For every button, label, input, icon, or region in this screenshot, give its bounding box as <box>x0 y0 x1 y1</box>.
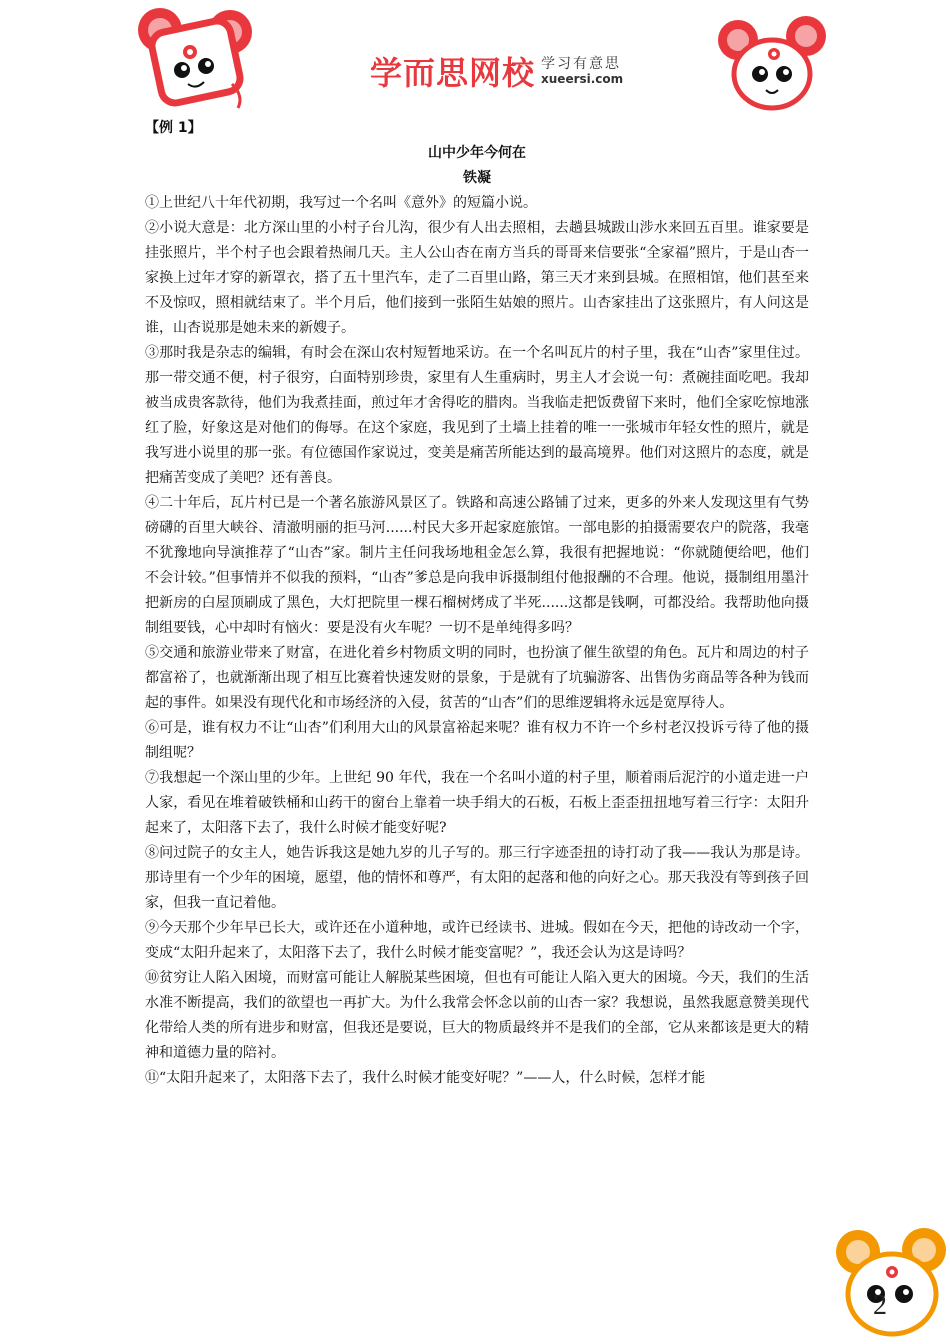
brand-logo <box>370 46 623 96</box>
mascot-mouse-icon <box>832 1224 950 1344</box>
mascot-mouse-icon <box>132 4 260 114</box>
paragraph: ②小说大意是：北方深山里的小村子台儿沟，很少有人出去照相，去趟县城跋山涉水来回五百里。谁家要是挂张照片，半个村子也会跟着热闹几天。主人公山杏在南方当兵的哥哥来信要张“全家福”照片，于是山杏一家换上过年才穿的新罩衣，搭了五十里汽车，走了二百里山路，第三天才来到县城。在照相馆，他们甚至来不及惊叹，照相就结束了。半个月后，他们接到一张陌生姑娘的照片。山杏家挂出了这张照片，有人问这是谁，山杏说那是她未来的新嫂子。 <box>145 220 809 336</box>
page-number: 2 <box>873 1290 887 1321</box>
paragraph: ⑩贫穷让人陷入困境，而财富可能让人解脱某些困境，但也有可能让人陷入更大的困境。今天，我们的生活水准不断提高，我们的欲望也一再扩大。为什么我常会怀念以前的山杏一家？我想说，虽然我愿意赞美现代化带给人类的所有进步和财富，但我还是要说，巨大的物质最终并不是我们的全部，它从来都该是更大的精神和道德力量的陪衬。 <box>145 970 809 1061</box>
paragraph: ③那时我是杂志的编辑，有时会在深山农村短暂地采访。在一个名叫瓦片的村子里，我在“山杏”家里住过。那一带交通不便，村子很穷，白面特别珍贵，家里有人生重病时，男主人才会说一句：煮碗挂面吃吧。我却被当成贵客款待，他们为我煮挂面，煎过年才舍得吃的腊肉。当我临走把饭费留下来时，他们全家吃惊地涨红了脸，好象这是对他们的侮辱。在这个家庭，我见到了土墙上挂着的唯一一张城市年轻女性的照片，就是我写进小说里的那一张。有位德国作家说过，变美是痛苦所能达到的最高境界。他们对这照片的态度，就是把痛苦变成了美吧？还有善良。 <box>145 345 809 486</box>
example-tag: 【例 1】 <box>145 120 202 136</box>
article-author: 铁凝 <box>463 170 491 186</box>
brand-name: 学而思网校 <box>370 54 536 92</box>
paragraph: ⑪“太阳升起来了，太阳落下去了，我什么时候才能变好呢？”——人，什么时候，怎样才能 <box>145 1070 706 1086</box>
brand-domain: xueersi.com <box>541 72 624 86</box>
document-body <box>145 116 809 1091</box>
paragraph: ⑧问过院子的女主人，她告诉我这是她九岁的儿子写的。那三行字迹歪扭的诗打动了我——我认为那是诗。那诗里有一个少年的困境，愿望，他的情怀和尊严，有太阳的起落和他的向好之心。那天我没有等到孩子回家，但我一直记着他。 <box>145 845 809 911</box>
paragraph: ①上世纪八十年代初期，我写过一个名叫《意外》的短篇小说。 <box>145 195 537 211</box>
article-title: 山中少年今何在 <box>428 145 526 161</box>
mascot-mouse-icon <box>716 12 828 116</box>
paragraph: ⑥可是，谁有权力不让“山杏”们利用大山的风景富裕起来呢？谁有权力不许一个乡村老汉投诉亏待了他的摄制组呢？ <box>145 720 809 761</box>
paragraph: ⑨今天那个少年早已长大，或许还在小道种地，或许已经读书、进城。假如在今天，把他的诗改动一个字，变成“太阳升起来了，太阳落下去了，我什么时候才能变富呢？”，我还会认为这是诗吗？ <box>145 920 809 961</box>
page-header <box>0 0 950 120</box>
paragraph: ④二十年后，瓦片村已是一个著名旅游风景区了。铁路和高速公路铺了过来，更多的外来人发现这里有气势磅礴的百里大峡谷、清澈明丽的拒马河......村民大多开起家庭旅馆。一部电影的拍摄需要农户的院落，我毫不犹豫地向导演推荐了“山杏”家。制片主任问我场地租金怎么算，我很有把握地说：“你就随便给吧，他们不会计较。”但事情并不似我的预料，“山杏”爹总是向我申诉摄制组付他报酬的不合理。他说，摄制组用墨汁把新房的白屋顶刷成了黑色，大灯把院里一棵石榴树烤成了半死......这都是钱啊，可都没给。我帮助他向摄制组要钱，心中却时有恼火：要是没有火车呢？一切不是单纯得多吗？ <box>145 495 809 636</box>
paragraph: ⑤交通和旅游业带来了财富，在进化着乡村物质文明的同时，也扮演了催生欲望的角色。瓦片和周边的村子都富裕了，也就渐渐出现了相互比赛着快速发财的景象，于是就有了坑骗游客、出售伪劣商品等各种为钱而起的事件。如果没有现代化和市场经济的入侵，贫苦的“山杏”们的思维逻辑将永远是宽厚待人。 <box>145 645 809 711</box>
brand-slogan: 学习有意思 <box>541 56 622 72</box>
paragraph: ⑦我想起一个深山里的少年。上世纪 90 年代，我在一个名叫小道的村子里，顺着雨后泥泞的小道走进一户人家，看见在堆着破铁桶和山药干的窗台上靠着一块手绢大的石板，石板上歪歪扭扭地写着三行字：太阳升起来了，太阳落下去了，我什么时候才能变好呢? <box>145 770 809 836</box>
